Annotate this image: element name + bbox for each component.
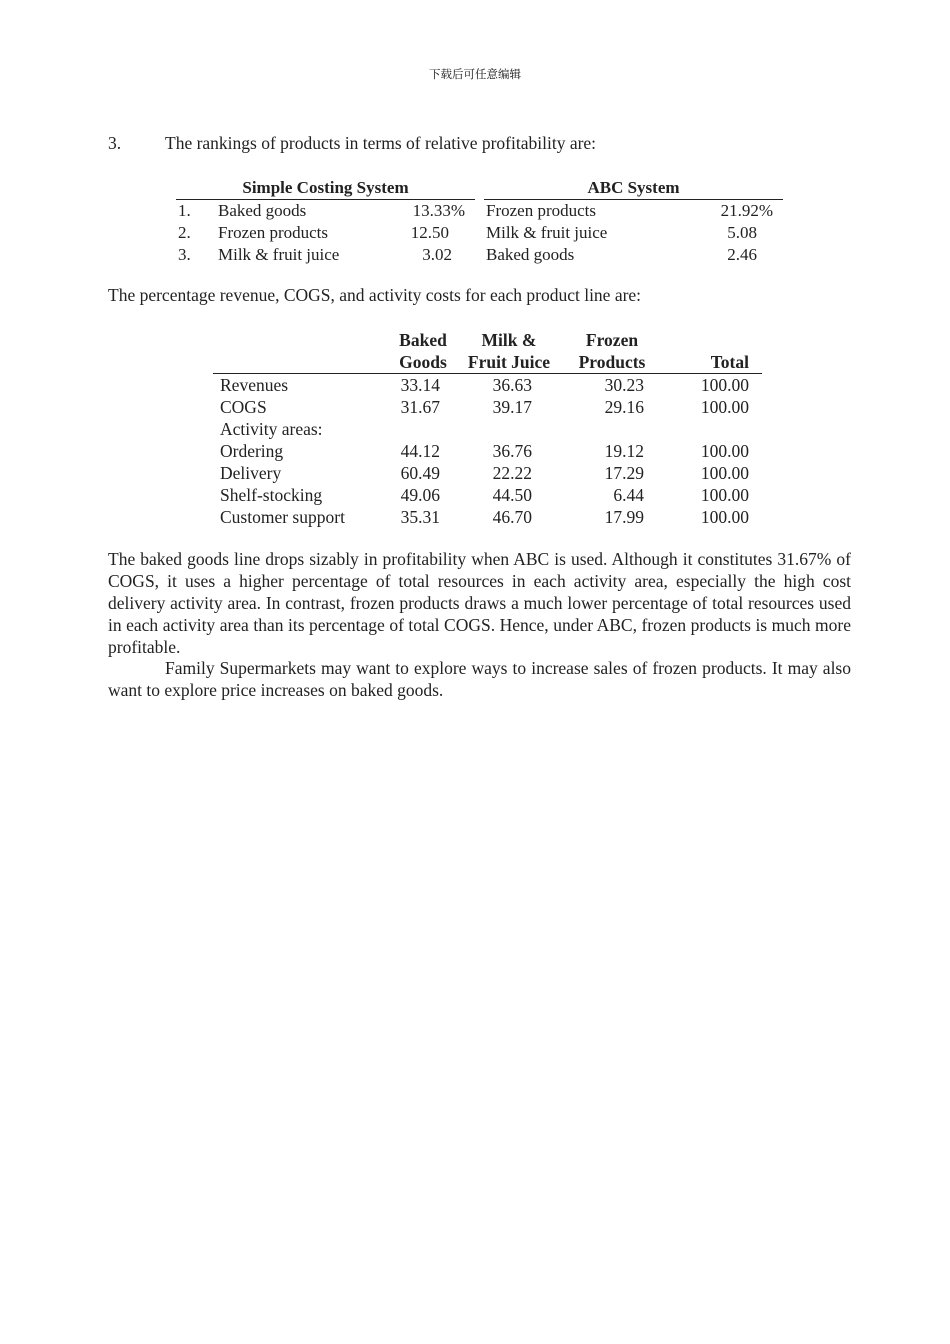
cell-value: 100.00	[700, 507, 749, 527]
abc-system-title: ABC System	[484, 176, 783, 200]
cell-value: 17.29	[604, 463, 644, 483]
header-cell	[213, 351, 385, 374]
table-row	[484, 244, 783, 266]
cell-value: 44.50	[492, 485, 532, 505]
table-row	[213, 440, 762, 462]
profit-value: 5.08	[727, 223, 757, 242]
product-name: Frozen products	[486, 201, 597, 220]
profit-value: 3.02	[422, 245, 452, 264]
percentage-table	[213, 329, 762, 528]
cell-value: 35.31	[400, 507, 440, 527]
row-label: Delivery	[220, 463, 282, 483]
cell-value	[461, 418, 557, 440]
rank-number: 1.	[178, 201, 191, 220]
cell-value: 36.76	[492, 441, 532, 461]
question-number: 3.	[108, 133, 122, 153]
cell-value: 100.00	[700, 463, 749, 483]
rank-number: 3.	[178, 245, 191, 264]
row-label: Revenues	[220, 375, 289, 395]
row-label: Shelf-stocking	[220, 485, 323, 505]
abc-ranking-table	[484, 176, 783, 266]
cell-value: 46.70	[492, 507, 532, 527]
cell-value: 60.49	[400, 463, 440, 483]
cell-value	[385, 418, 461, 440]
table-row	[213, 462, 762, 484]
row-label: Ordering	[220, 441, 284, 461]
cell-value: 30.23	[604, 375, 644, 395]
intro-text: The percentage revenue, COGS, and activity costs for each product line are:	[108, 285, 642, 305]
rank-number: 2.	[178, 223, 191, 242]
cell-value: 39.17	[492, 397, 532, 417]
recommendation-paragraph: Family Supermarkets may want to explore ways to increase sales of frozen products. It may also want to explore price increases on baked goods.	[108, 658, 851, 700]
header-cell: Baked	[399, 330, 447, 350]
table-row	[213, 374, 762, 397]
table-row	[213, 396, 762, 418]
row-label: COGS	[220, 397, 267, 417]
cell-value: 36.63	[492, 375, 532, 395]
header-cell	[667, 329, 762, 351]
product-name: Baked goods	[218, 201, 307, 220]
cell-value: 33.14	[400, 375, 440, 395]
table-row	[176, 200, 475, 223]
header-cell: Goods	[385, 351, 461, 374]
table-row	[484, 200, 783, 223]
cell-value: 49.06	[400, 485, 440, 505]
cell-value: 19.12	[604, 441, 644, 461]
profit-value: 12.50	[410, 223, 449, 242]
cell-value: 100.00	[700, 485, 749, 505]
cell-value: 17.99	[604, 507, 644, 527]
row-label: Customer support	[220, 507, 345, 527]
cell-value: 44.12	[400, 441, 440, 461]
product-name: Baked goods	[486, 245, 575, 264]
profit-value: 2.46	[727, 245, 757, 264]
header-cell: Products	[557, 351, 667, 374]
header-cell: Fruit Juice	[461, 351, 557, 374]
table-row	[213, 506, 762, 528]
cell-value: 100.00	[700, 375, 749, 395]
analysis-paragraph: The baked goods line drops sizably in profitability when ABC is used. Although it constitutes 31.67% of COGS, it uses a higher percentage of total resources in each activity area, especially the high cost delivery activity area. In contrast, frozen products draws a much lower percentage of total resources used in each activity area than its percentage of total COGS. Hence, under ABC, frozen products is much more profitable.	[108, 549, 851, 657]
product-name: Milk & fruit juice	[486, 223, 608, 242]
table-row	[213, 418, 762, 440]
product-name: Milk & fruit juice	[218, 245, 340, 264]
row-label: Activity areas:	[220, 419, 323, 439]
cell-value: 6.44	[613, 485, 644, 505]
question-line	[108, 133, 596, 154]
page-header: 下载后可任意编辑	[429, 67, 521, 81]
simple-costing-ranking-table	[176, 176, 475, 266]
cell-value: 31.67	[400, 397, 440, 417]
cell-value	[557, 418, 667, 440]
profit-value: 13.33%	[412, 201, 465, 220]
table-row	[213, 484, 762, 506]
table-row	[484, 222, 783, 244]
cell-value: 29.16	[604, 397, 644, 417]
profit-value: 21.92%	[720, 201, 773, 220]
question-text: The rankings of products in terms of relative profitability are:	[165, 133, 597, 153]
cell-value	[667, 418, 762, 440]
header-cell	[213, 329, 385, 351]
header-cell: Milk &	[481, 330, 537, 350]
cell-value: 22.22	[492, 463, 532, 483]
cell-value: 100.00	[700, 397, 749, 417]
table-row	[176, 244, 475, 266]
cell-value: 100.00	[700, 441, 749, 461]
header-cell: Total	[667, 351, 762, 374]
simple-costing-title: Simple Costing System	[176, 176, 475, 200]
product-name: Frozen products	[218, 223, 329, 242]
header-cell: Frozen	[585, 330, 639, 350]
table-row	[176, 222, 475, 244]
